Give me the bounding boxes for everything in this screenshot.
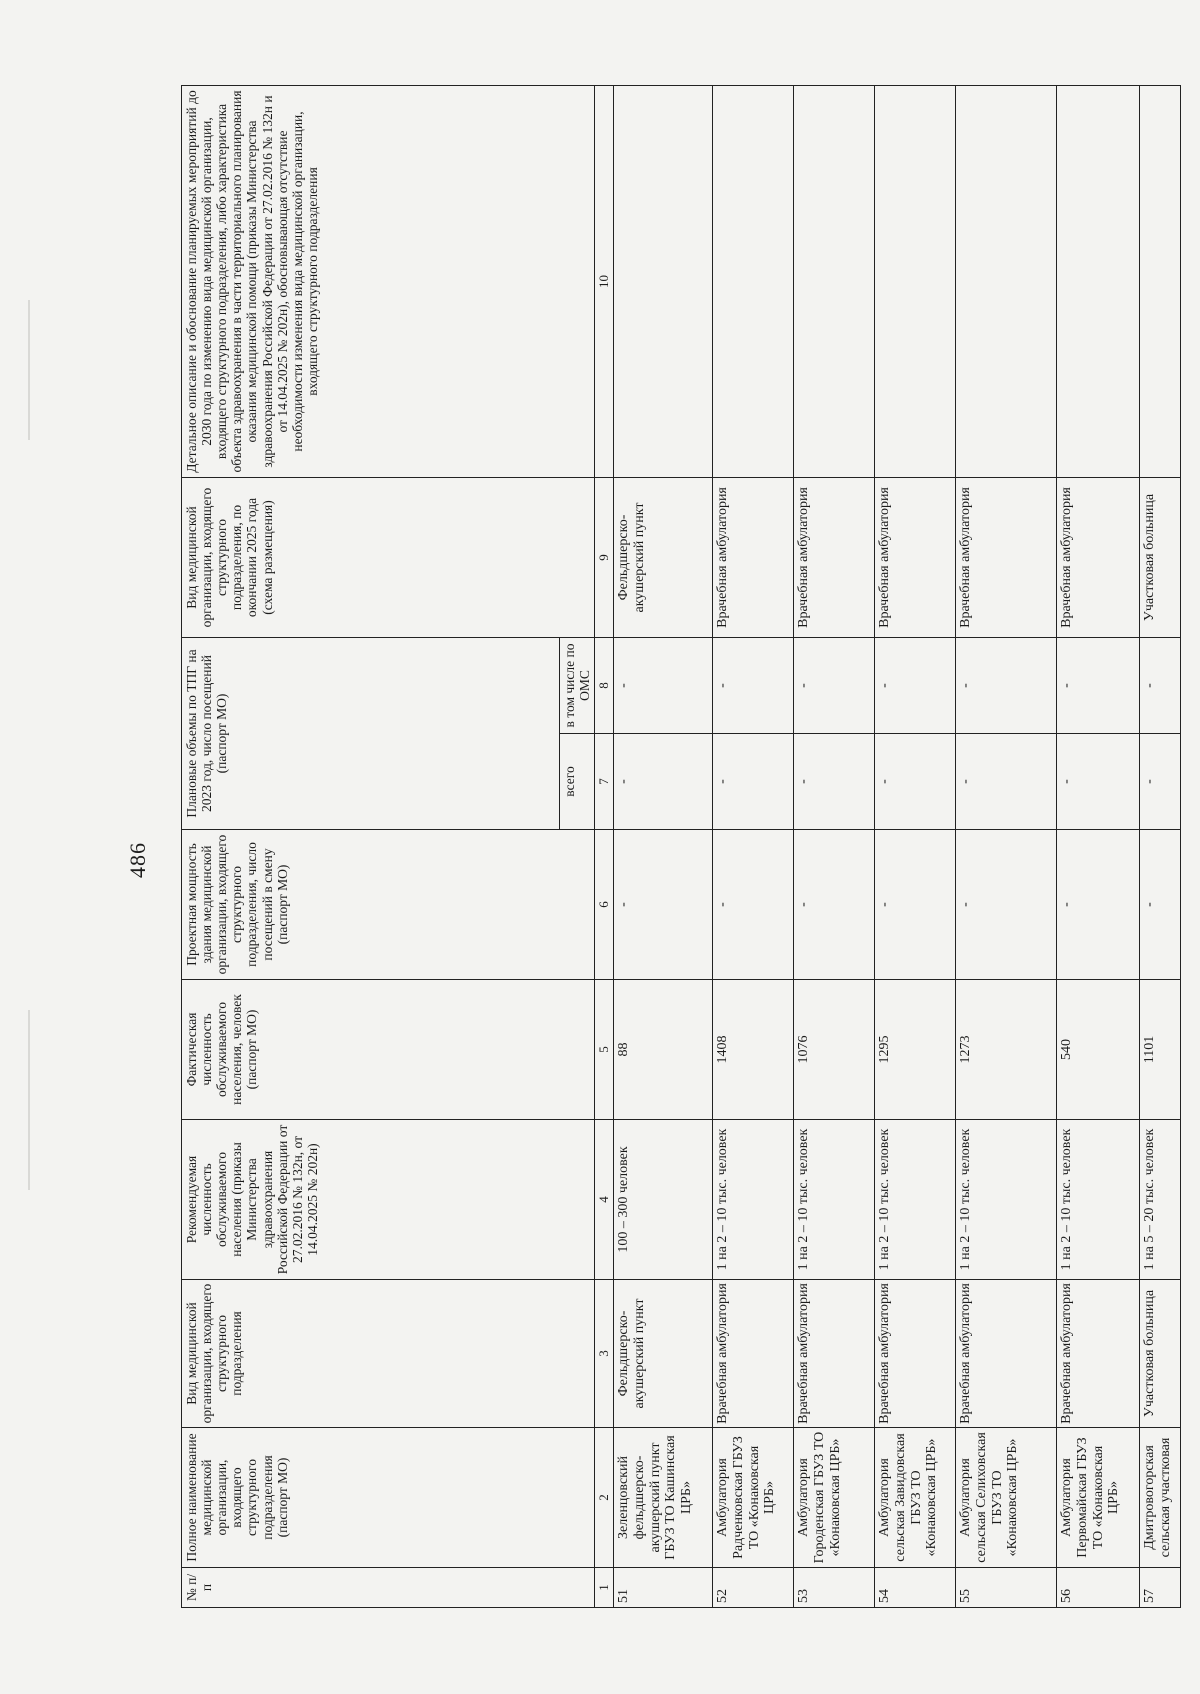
row-design-capacity: - <box>794 830 875 980</box>
index-cell: 9 <box>595 478 614 638</box>
table-row <box>614 86 713 1608</box>
table-row <box>1140 86 1181 1608</box>
row-oms: - <box>614 638 713 734</box>
header-org-type: Вид медицинской организации, входящего структурного подразделения <box>182 1280 595 1428</box>
row-org-type-2025: Фельдшерско-акушерский пункт <box>614 478 713 638</box>
row-org-type: Участковая больница <box>1140 1280 1181 1428</box>
table-row <box>956 86 1057 1608</box>
row-oms: - <box>1057 638 1140 734</box>
row-actual-population: 88 <box>614 980 713 1120</box>
row-total: - <box>794 734 875 830</box>
row-number: 52 <box>713 1568 794 1608</box>
index-cell: 10 <box>595 86 614 478</box>
table-row <box>1057 86 1140 1608</box>
row-oms: - <box>794 638 875 734</box>
row-org-type: Врачебная амбулатория <box>794 1280 875 1428</box>
index-row <box>595 86 614 1608</box>
index-cell: 1 <box>595 1568 614 1608</box>
index-cell: 6 <box>595 830 614 980</box>
index-cell: 3 <box>595 1280 614 1428</box>
row-total: - <box>614 734 713 830</box>
row-description <box>956 86 1057 478</box>
row-org-type-2025: Врачебная амбулатория <box>713 478 794 638</box>
index-cell: 4 <box>595 1120 614 1280</box>
page-number: 486 <box>125 842 150 878</box>
row-full-name: Амбулатория Первомайская ГБУЗ ТО «Конаковская ЦРБ» <box>1057 1428 1140 1568</box>
header-num: № п/п <box>182 1568 595 1608</box>
header-total: всего <box>560 734 595 830</box>
row-oms: - <box>713 638 794 734</box>
row-number: 57 <box>1140 1568 1181 1608</box>
row-total: - <box>1140 734 1181 830</box>
row-full-name: Зеленцовский фельдшерско-акушерский пункт ГБУЗ ТО Кашинская ЦРБ» <box>614 1428 713 1568</box>
row-org-type: Врачебная амбулатория <box>713 1280 794 1428</box>
row-org-type: Врачебная амбулатория <box>956 1280 1057 1428</box>
row-design-capacity: - <box>875 830 956 980</box>
row-actual-population: 540 <box>1057 980 1140 1120</box>
row-org-type-2025: Врачебная амбулатория <box>875 478 956 638</box>
row-org-type: Врачебная амбулатория <box>1057 1280 1140 1428</box>
row-description <box>713 86 794 478</box>
row-actual-population: 1408 <box>713 980 794 1120</box>
index-cell: 2 <box>595 1428 614 1568</box>
header-oms: в том числе по ОМС <box>560 638 595 734</box>
rotated-table-container <box>181 86 1181 1608</box>
row-org-type-2025: Врачебная амбулатория <box>956 478 1057 638</box>
row-total: - <box>1057 734 1140 830</box>
facilities-table <box>181 85 1181 1608</box>
table-row <box>794 86 875 1608</box>
row-org-type-2025: Врачебная амбулатория <box>794 478 875 638</box>
header-planned-volumes: Плановые объемы по ТПГ на 2023 год, число посещений (паспорт МО) <box>182 638 560 830</box>
row-oms: - <box>875 638 956 734</box>
row-total: - <box>875 734 956 830</box>
row-actual-population: 1295 <box>875 980 956 1120</box>
row-design-capacity: - <box>1140 830 1181 980</box>
table-wrapper <box>181 86 1181 1608</box>
row-number: 54 <box>875 1568 956 1608</box>
row-design-capacity: - <box>713 830 794 980</box>
row-org-type-2025: Врачебная амбулатория <box>1057 478 1140 638</box>
row-full-name: Амбулатория Радченковская ГБУЗ ТО «Конаковская ЦРБ» <box>713 1428 794 1568</box>
header-row <box>182 86 560 1608</box>
header-org-type-2025: Вид медицинской организации, входящего структурного подразделения, по окончании 2025 года (схема размещения) <box>182 478 595 638</box>
index-cell: 5 <box>595 980 614 1120</box>
table-row <box>713 86 794 1608</box>
row-number: 51 <box>614 1568 713 1608</box>
row-actual-population: 1273 <box>956 980 1057 1120</box>
row-description <box>1057 86 1140 478</box>
row-recommended-population: 1 на 2 – 10 тыс. человек <box>713 1120 794 1280</box>
row-org-type: Фельдшерско-акушерский пункт <box>614 1280 713 1428</box>
header-recommended-population: Рекомендуемая численность обслуживаемого населения (приказы Министерства здравоохранения Российской Федерации от 27.02.2016 № 132н, от 14.04.2025 № 202н) <box>182 1120 595 1280</box>
row-recommended-population: 1 на 2 – 10 тыс. человек <box>1057 1120 1140 1280</box>
row-number: 53 <box>794 1568 875 1608</box>
row-full-name: Амбулатория Городенская ГБУЗ ТО «Конаковская ЦРБ» <box>794 1428 875 1568</box>
row-org-type: Врачебная амбулатория <box>875 1280 956 1428</box>
row-design-capacity: - <box>614 830 713 980</box>
row-recommended-population: 1 на 2 – 10 тыс. человек <box>875 1120 956 1280</box>
header-full-name: Полное наименование медицинской организации, входящего структурного подразделения (паспорт МО) <box>182 1428 595 1568</box>
scan-artifact <box>28 1010 30 1190</box>
row-description <box>614 86 713 478</box>
row-oms: - <box>1140 638 1181 734</box>
row-recommended-population: 1 на 2 – 10 тыс. человек <box>956 1120 1057 1280</box>
row-design-capacity: - <box>956 830 1057 980</box>
row-description <box>875 86 956 478</box>
row-number: 56 <box>1057 1568 1140 1608</box>
index-cell: 8 <box>595 638 614 734</box>
index-cell: 7 <box>595 734 614 830</box>
scan-artifact <box>28 300 30 440</box>
row-actual-population: 1076 <box>794 980 875 1120</box>
header-actual-population: Фактическая численность обслуживаемого населения, человек (паспорт МО) <box>182 980 595 1120</box>
row-description <box>1140 86 1181 478</box>
row-full-name: Амбулатория сельская Селиховская ГБУЗ ТО «Конаковская ЦРБ» <box>956 1428 1057 1568</box>
row-total: - <box>713 734 794 830</box>
row-recommended-population: 1 на 5 – 20 тыс. человек <box>1140 1120 1181 1280</box>
header-description: Детальное описание и обоснование планируемых мероприятий до 2030 года по изменению вида медицинской организации, входящего структурного подразделения, либо характеристика объекта здравоохранения в части территориального планирования оказания медицинской помощи (приказы Министерства здравоохранения Российской Федерации от 27.02.2016 № 132н и от 14.04.2025 № 202н), обосновывающая отсутствие необходимости изменения вида медицинской организации, входящего структурного подразделения <box>182 86 595 478</box>
row-org-type-2025: Участковая больница <box>1140 478 1181 638</box>
row-recommended-population: 100 – 300 человек <box>614 1120 713 1280</box>
row-oms: - <box>956 638 1057 734</box>
header-design-capacity: Проектная мощность здания медицинской организации, входящего структурного подразделения, число посещений в смену (паспорт МО) <box>182 830 595 980</box>
row-total: - <box>956 734 1057 830</box>
row-recommended-population: 1 на 2 – 10 тыс. человек <box>794 1120 875 1280</box>
row-description <box>794 86 875 478</box>
row-full-name: Дмитровогорская сельская участковая <box>1140 1428 1181 1568</box>
row-full-name: Амбулатория сельская Завидовская ГБУЗ ТО «Конаковская ЦРБ» <box>875 1428 956 1568</box>
table-row <box>875 86 956 1608</box>
row-design-capacity: - <box>1057 830 1140 980</box>
row-number: 55 <box>956 1568 1057 1608</box>
row-actual-population: 1101 <box>1140 980 1181 1120</box>
